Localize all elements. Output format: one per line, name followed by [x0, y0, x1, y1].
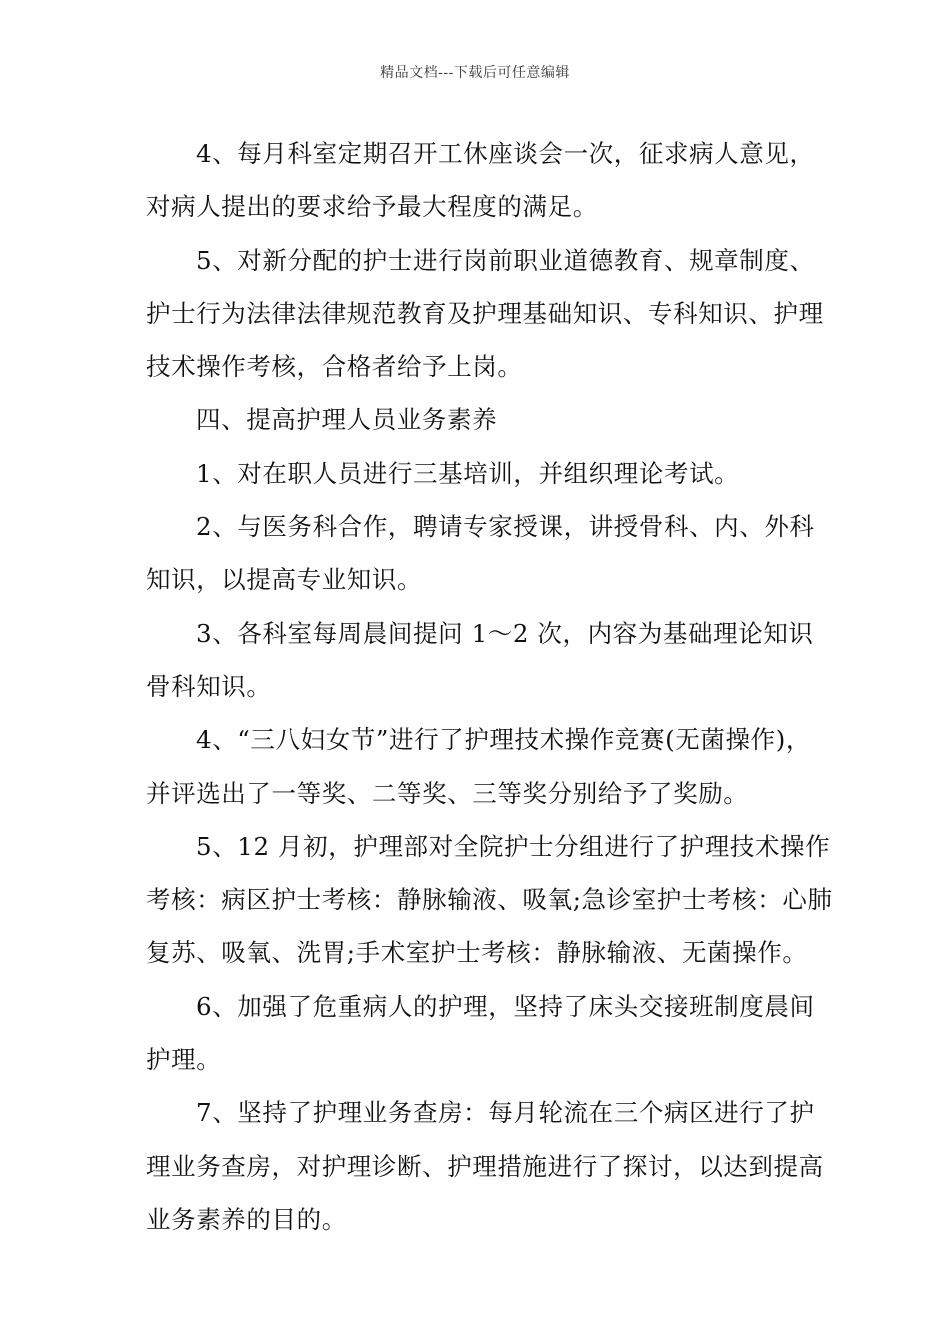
page-header: 精品文档---下载后可任意编辑 — [380, 65, 570, 81]
paragraph-item-6-critical-care: 6、加强了危重病人的护理，坚持了床头交接班制度晨间护理。 — [146, 991, 815, 1075]
paragraph-item-5-assessment: 5、12 月初，护理部对全院护士分组进行了护理技术操作考核：病区护士考核：静脉输液、吸氧;急诊室护士考核：心肺复苏、吸氧、洗胃;手术室护士考核：静脉输液、无菌操作。 — [146, 831, 833, 968]
paragraph-item-4-competition: 4、“三八妇女节”进行了护理技术操作竞赛(无菌操作)，并评选出了一等奖、二等奖、三等奖分别给予了奖励。 — [146, 725, 811, 808]
paragraph-item-2-lectures: 2、与医务科合作，聘请专家授课，讲授骨科、内、外科知识，以提高专业知识。 — [146, 512, 815, 595]
paragraph-item-5-training: 5、对新分配的护士进行岗前职业道德教育、规章制度、护士行为法律法律规范教育及护理基础知识、专科知识、护理技术操作考核，合格者给予上岗。 — [146, 245, 824, 382]
paragraph-item-1-exam: 1、对在职人员进行三基培训，并组织理论考试。 — [196, 458, 740, 488]
paragraph-item-3-morning-quiz: 3、各科室每周晨间提问 1～2 次，内容为基础理论知识骨科知识。 — [146, 618, 814, 701]
paragraph-item-7-ward-rounds: 7、坚持了护理业务查房：每月轮流在三个病区进行了护理业务查房，对护理诊断、护理措施进行了探讨，以达到提高业务素养的目的。 — [146, 1098, 824, 1234]
document-body — [146, 127, 836, 1246]
section-heading: 四、提高护理人员业务素养 — [196, 405, 498, 435]
paragraph-item-4-feedback: 4、每月科室定期召开工休座谈会一次，征求病人意见，对病人提出的要求给予最大程度的满足。 — [146, 139, 815, 222]
